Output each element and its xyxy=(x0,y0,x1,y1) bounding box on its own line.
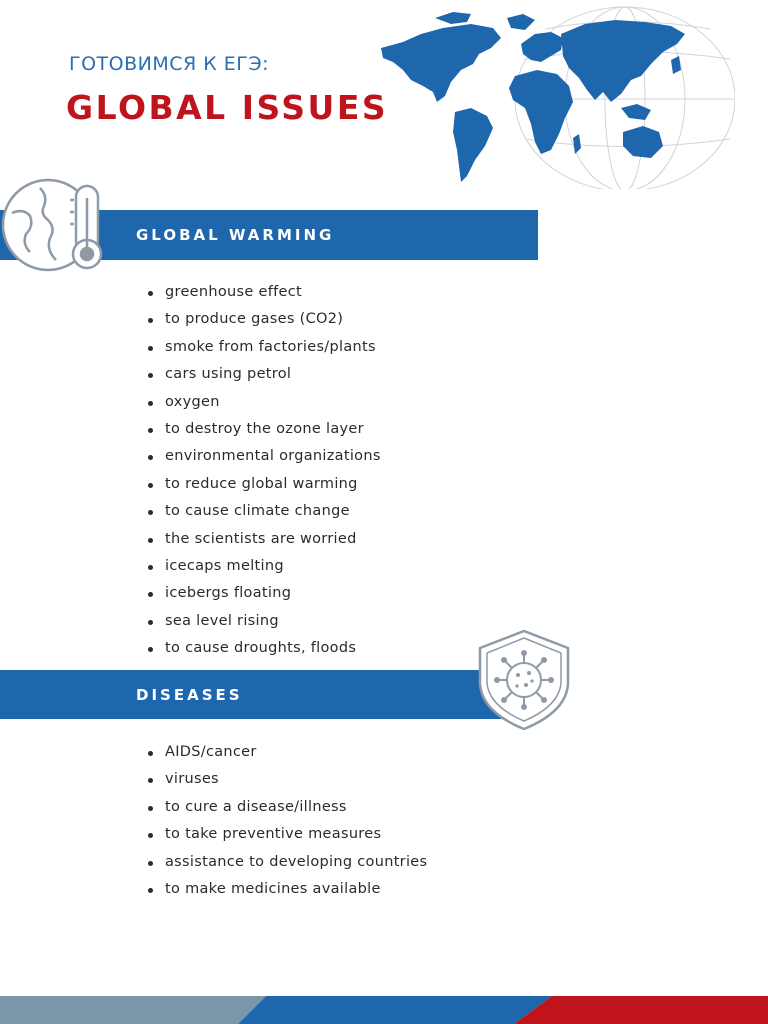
footer-stripes xyxy=(0,996,768,1024)
global-warming-list xyxy=(146,279,381,662)
list-item: sea level rising xyxy=(146,608,381,635)
section-header-diseases xyxy=(0,670,540,719)
list-item: environmental organizations xyxy=(146,443,381,470)
list-item: icebergs floating xyxy=(146,580,381,607)
list-item: AIDS/cancer xyxy=(146,739,427,766)
list-item: to cause droughts, floods xyxy=(146,635,381,662)
list-item: viruses xyxy=(146,766,427,793)
list-item: oxygen xyxy=(146,389,381,416)
diseases-list xyxy=(146,739,427,903)
list-item: to reduce global warming xyxy=(146,471,381,498)
virus-shield-icon xyxy=(474,628,574,732)
list-item: greenhouse effect xyxy=(146,279,381,306)
list-item: to take preventive measures xyxy=(146,821,427,848)
list-item: the scientists are worried xyxy=(146,526,381,553)
globe-thermometer-icon xyxy=(0,178,110,273)
section-heading: DISEASES xyxy=(136,685,243,704)
list-item: assistance to developing countries xyxy=(146,849,427,876)
list-item: cars using petrol xyxy=(146,361,381,388)
list-item: to make medicines available xyxy=(146,876,427,903)
list-item: to cause climate change xyxy=(146,498,381,525)
list-item: icecaps melting xyxy=(146,553,381,580)
section-heading: GLOBAL WARMING xyxy=(136,226,335,244)
list-item: to destroy the ozone layer xyxy=(146,416,381,443)
list-item: to cure a disease/illness xyxy=(146,794,427,821)
list-item: to produce gases (CO2) xyxy=(146,306,381,333)
page-subtitle: ГОТОВИМСЯ К ЕГЭ: xyxy=(69,53,270,75)
list-item: smoke from factories/plants xyxy=(146,334,381,361)
page-title: GLOBAL ISSUES xyxy=(66,88,389,127)
world-map-icon xyxy=(375,4,735,189)
